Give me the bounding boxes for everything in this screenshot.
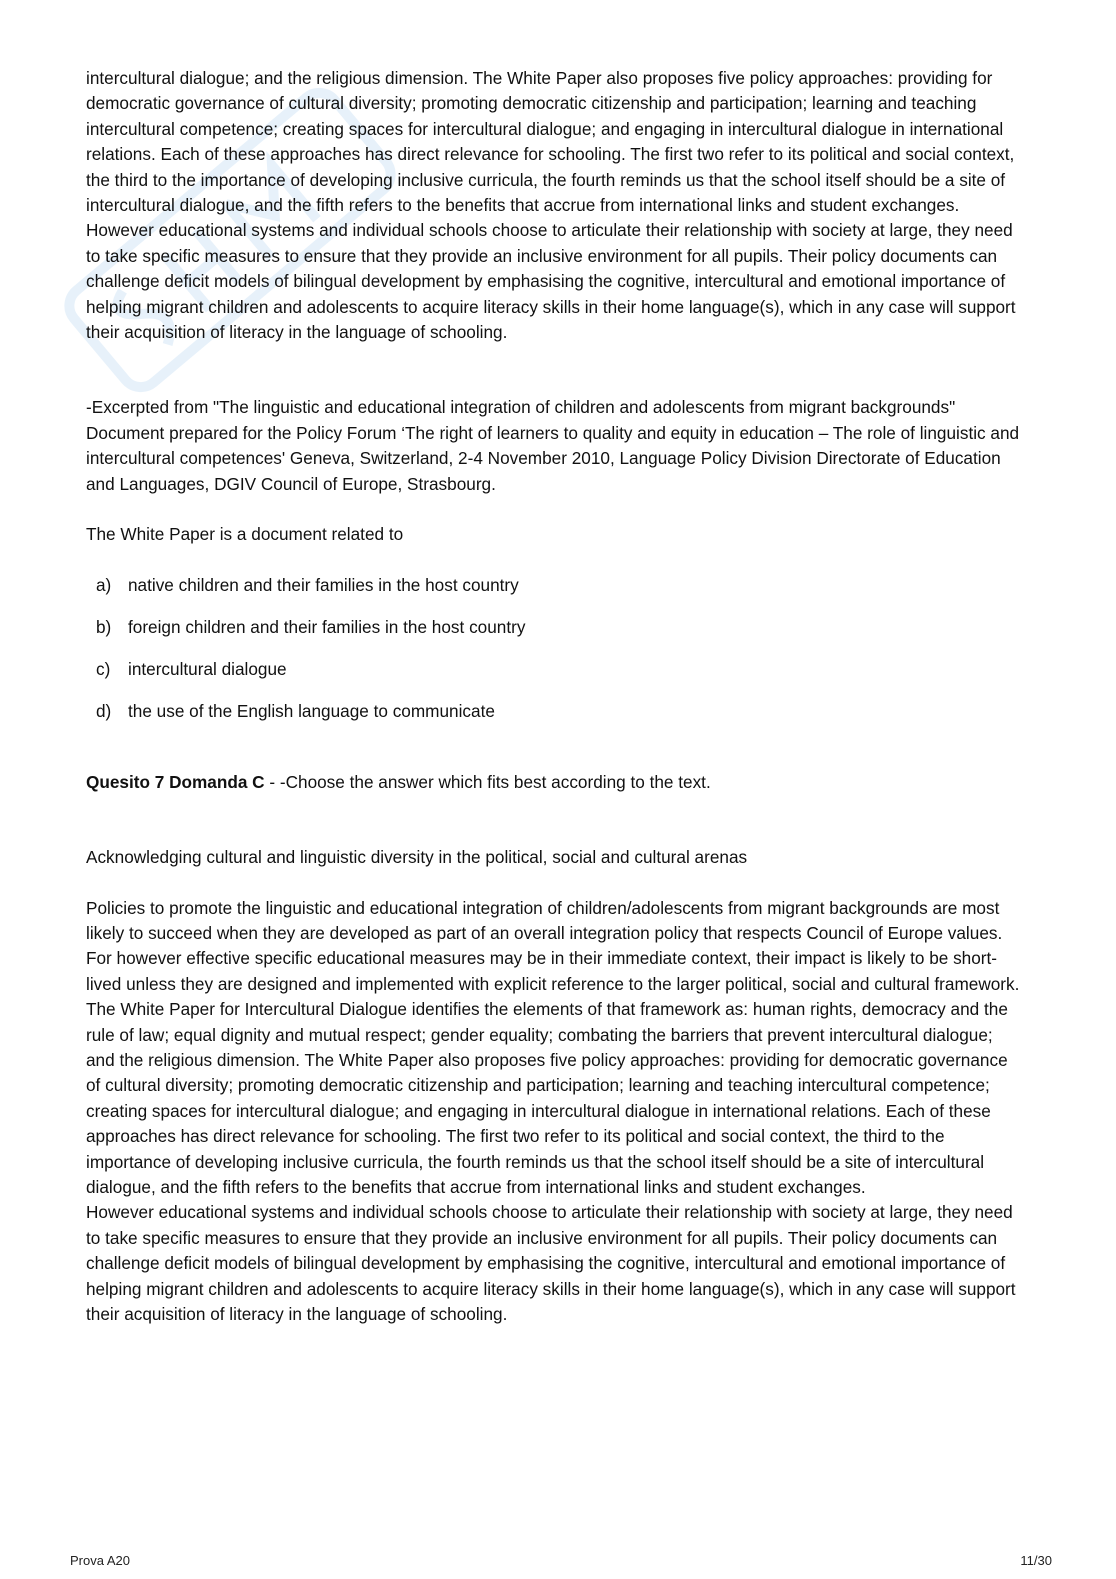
option-text: intercultural dialogue	[128, 659, 287, 680]
question-title: Quesito 7 Domanda C	[86, 771, 265, 792]
option-letter: d)	[96, 701, 112, 722]
answer-options	[86, 573, 1026, 742]
footer-page-number: 11/30	[1020, 1553, 1052, 1568]
passage-heading: Acknowledging cultural and linguistic diversity in the political, social and cultural arenas	[86, 847, 748, 868]
answer-option[interactable]	[86, 573, 1026, 615]
question-instruction: - -Choose the answer which fits best according to the text.	[264, 771, 711, 792]
passage-paragraph: However educational systems and individual schools choose to articulate their relationship with society at large, they need to take specific measures to ensure that they provide an inclusive environment for all pupils. Their policy documents can challenge deficit models of bilingual development by emphasising the cognitive, intercultural and emotional importance of helping migrant children and adolescents to acquire literacy skills in their home language(s), which in any case will support their acquisition of literacy in the language of schooling.	[86, 1202, 1016, 1324]
option-text: the use of the English language to communicate	[128, 701, 495, 722]
answer-option[interactable]	[86, 615, 1026, 657]
passage-paragraph: intercultural dialogue; and the religious dimension. The White Paper also proposes five policy approaches: providing for democratic governance of cultural diversity; promoting democratic citizenship and participation; learning and teaching intercultural competence; creating spaces for intercultural dialogue; and engaging in intercultural dialogue in international relations. Each of these approaches has direct relevance for schooling. The first two refer to its political and social context, the third to the importance of developing inclusive curricula, the fourth reminds us that the school itself should be a site of intercultural dialogue, and the fifth refers to the benefits that accrue from international links and student exchanges.	[86, 68, 1015, 216]
option-letter: c)	[96, 659, 111, 680]
option-letter: a)	[96, 574, 112, 595]
question-stem: The White Paper is a document related to	[86, 524, 404, 545]
answer-option[interactable]	[86, 699, 1026, 741]
source-excerpt: -Excerpted from "The linguistic and educational integration of children and adolescents from migrant backgrounds"	[86, 397, 956, 418]
source-document: Document prepared for the Policy Forum ‘The right of learners to quality and equity in education – The role of linguistic and intercultural competences' Geneva, Switzerland, 2-4 November 2010, Language Policy Division Directorate of Education and Languages, DGIV Council of Europe, Strasbourg.	[86, 422, 1020, 494]
passage-paragraph: The White Paper for Intercultural Dialogue identifies the elements of that framework as: human rights, democracy and the rule of law; equal dignity and mutual respect; gender equality; combating the barriers that prevent intercultural dialogue; and the religious dimension. The White Paper also proposes five policy approaches: providing for democratic governance of cultural diversity; promoting democratic citizenship and participation; learning and teaching intercultural competence; creating spaces for intercultural dialogue; and engaging in intercultural dialogue in international relations. Each of these approaches has direct relevance for schooling. The first two refer to its political and social context, the third to the importance of developing inclusive curricula, the fourth reminds us that the school itself should be a site of intercultural dialogue, and the fifth refers to the benefits that accrue from international links and student exchanges.	[86, 999, 1008, 1197]
passage-paragraph: Policies to promote the linguistic and educational integration of children/adolescents from migrant backgrounds are most likely to succeed when they are developed as part of an overall integration policy that respects Council of Europe values. For however effective specific educational measures may be in their immediate context, their impact is likely to be short-lived unless they are designed and implemented with explicit reference to the larger political, social and cultural framework.	[86, 897, 1020, 994]
option-text: native children and their families in the host country	[128, 574, 519, 595]
option-text: foreign children and their families in the host country	[128, 616, 526, 637]
answer-option[interactable]	[86, 657, 1026, 699]
footer-doc-name: Prova A20	[70, 1553, 130, 1568]
page-content	[86, 66, 1026, 1327]
option-letter: b)	[96, 616, 112, 637]
question-header	[86, 770, 1026, 795]
passage-paragraph: However educational systems and individual schools choose to articulate their relationship with society at large, they need to take specific measures to ensure that they provide an inclusive environment for all pupils. Their policy documents can challenge deficit models of bilingual development by emphasising the cognitive, intercultural and emotional importance of helping migrant children and adolescents to acquire literacy skills in their home language(s), which in any case will support their acquisition of literacy in the language of schooling.	[86, 220, 1016, 343]
